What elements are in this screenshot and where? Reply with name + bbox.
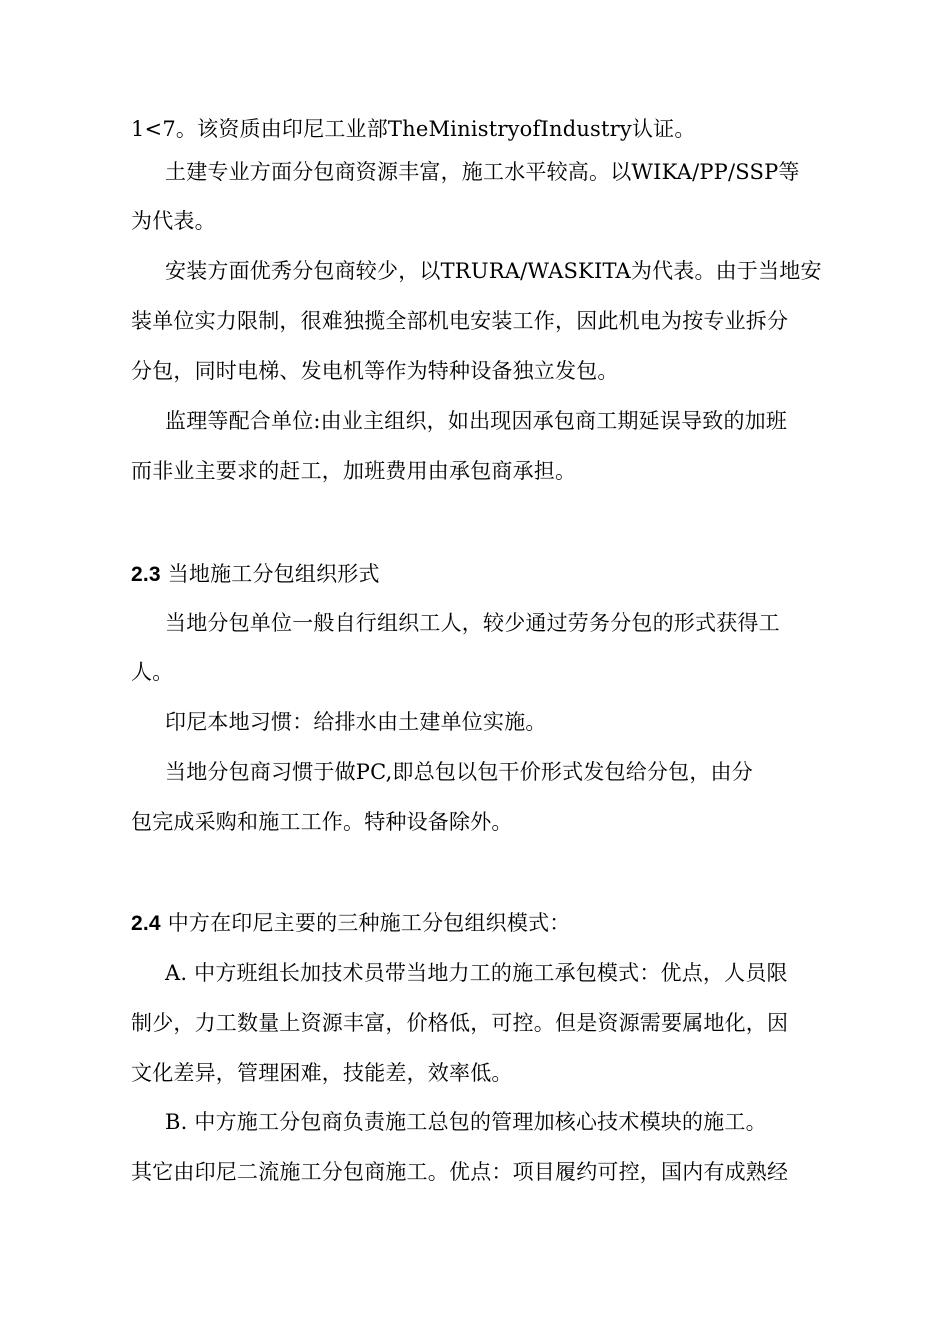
paragraph-line: 其它由印尼二流施工分包商施工。优点：项目履约可控，国内有成熟经 xyxy=(131,1160,789,1184)
paragraph-line: 当地分包商习惯于做PC,即总包以包干价形式发包给分包，由分 xyxy=(165,760,753,784)
paragraph-line: 而非业主要求的赶工，加班费用由承包商承担。 xyxy=(131,459,577,483)
paragraph-line: 监理等配合单位:由业主组织，如出现因承包商工期延误导致的加班 xyxy=(165,409,788,433)
paragraph-line: 为代表。 xyxy=(131,209,216,233)
list-item-a: A. 中方班组长加技术员带当地力工的施工承包模式：优点，人员限 xyxy=(165,961,788,985)
section-title: 中方在印尼主要的三种施工分包组织模式： xyxy=(167,911,571,935)
paragraph-line: 分包，同时电梯、发电机等作为特种设备独立发包。 xyxy=(131,359,619,383)
section-heading-2-3 xyxy=(131,559,380,590)
paragraph-line: 1<7。该资质由印尼工业部TheMinistryofIndustry认证。 xyxy=(131,117,696,141)
paragraph-line: 当地分包单位一般自行组织工人，较少通过劳务分包的形式获得工 xyxy=(165,611,780,635)
paragraph-line: 制少，力工数量上资源丰富，价格低，可控。但是资源需要属地化，因 xyxy=(131,1011,789,1035)
paragraph-line: 文化差异，管理困难，技能差，效率低。 xyxy=(131,1061,513,1085)
paragraph-line: 印尼本地习惯：给排水由土建单位实施。 xyxy=(165,710,547,734)
section-number: 2.3 xyxy=(131,563,161,586)
list-item-b: B. 中方施工分包商负责施工总包的管理加核心技术模块的施工。 xyxy=(165,1110,767,1134)
section-heading-2-4 xyxy=(131,908,571,939)
paragraph-line: 安装方面优秀分包商较少，以TRURA/WASKITA为代表。由于当地安 xyxy=(165,259,822,283)
paragraph-line: 装单位实力限制，很难独揽全部机电安装工作，因此机电为按专业拆分 xyxy=(131,309,789,333)
paragraph-line: 人。 xyxy=(131,660,174,684)
paragraph-line: 土建专业方面分包商资源丰富，施工水平较高。以WIKA/PP/SSP等 xyxy=(165,160,800,184)
section-number: 2.4 xyxy=(131,912,161,935)
section-title: 当地施工分包组织形式 xyxy=(167,562,380,586)
paragraph-line: 包完成采购和施工工作。特种设备除外。 xyxy=(131,810,513,834)
